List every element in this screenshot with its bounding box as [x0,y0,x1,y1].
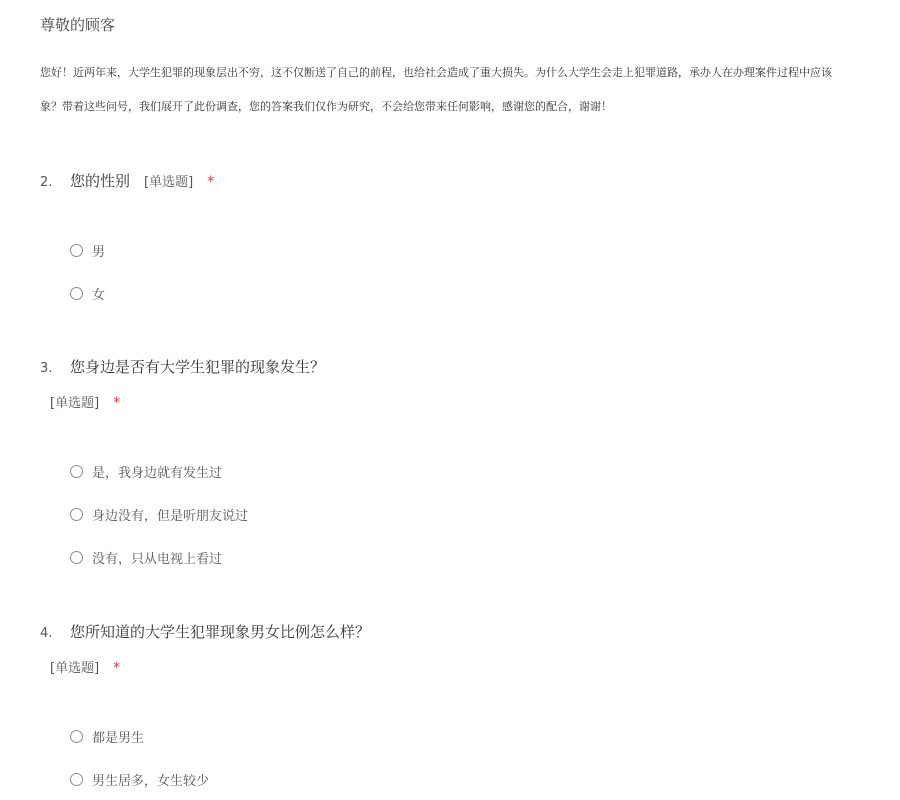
question-2-title-row [40,170,214,191]
question-4-type-row [50,657,120,676]
option-label: 男生居多，女生较少 [92,773,210,789]
option-all-male[interactable] [70,726,144,746]
question-type: [单选题] [144,175,194,190]
option-yes-seen[interactable] [70,461,222,481]
option-label: 身边没有，但是听朋友说过 [92,508,249,524]
intro-line-2: 象？带着这些问号，我们展开了此份调查，您的答案我们仅作为研究，不会给您带来任何影响，感谢您的配合，谢谢！ [40,100,612,113]
option-female[interactable] [70,283,105,303]
intro-paragraph [40,56,900,124]
option-label: 都是男生 [92,730,145,746]
option-label: 没有，只从电视上看过 [92,551,223,567]
question-number: 4. [40,626,53,641]
option-label: 男 [92,244,106,260]
question-title: 您身边是否有大学生犯罪的现象发生？ [70,358,326,376]
option-heard-from-friends[interactable] [70,504,248,524]
radio-button[interactable] [70,730,83,743]
intro-line-1: 您好！近两年来，大学生犯罪的现象层出不穷，这不仅断送了自己的前程，也给社会造成了重大损失。为什么大学生会走上犯罪道路，承办人在办理案件过程中应该 [40,66,832,79]
question-title: 您的性别 [70,172,131,190]
option-label: 女 [92,287,106,303]
question-type: [单选题] [50,396,100,411]
required-mark: * [113,660,121,676]
radio-button[interactable] [70,551,83,564]
greeting-title: 尊敬的顾客 [40,16,116,34]
radio-button[interactable] [70,244,83,257]
question-3-title-row [40,356,325,377]
question-4-title-row [40,621,370,642]
question-number: 3. [40,361,53,376]
option-mostly-male[interactable] [70,769,209,789]
option-male[interactable] [70,240,105,260]
question-3-type-row [50,392,120,411]
radio-button[interactable] [70,465,83,478]
radio-button[interactable] [70,287,83,300]
option-only-tv[interactable] [70,547,222,567]
required-mark: * [207,174,215,190]
radio-button[interactable] [70,773,83,786]
option-label: 是，我身边就有发生过 [92,465,223,481]
question-title: 您所知道的大学生犯罪现象男女比例怎么样？ [70,623,371,641]
question-number: 2. [40,175,53,190]
radio-button[interactable] [70,508,83,521]
required-mark: * [113,395,121,411]
question-type: [单选题] [50,661,100,676]
